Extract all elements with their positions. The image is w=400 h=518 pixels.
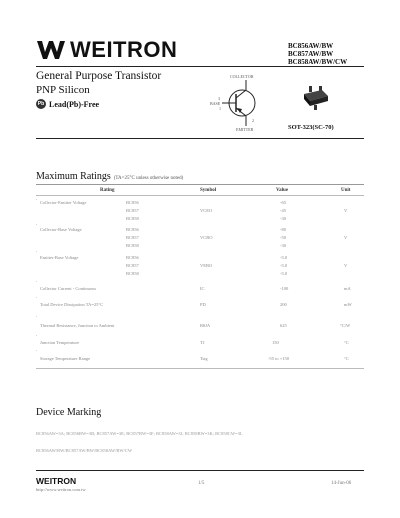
section-rule	[36, 138, 364, 139]
symbol-cell: VEBO	[200, 263, 213, 268]
device-cell: BC856	[126, 255, 139, 260]
max-ratings-heading: Maximum Ratings	[36, 171, 111, 182]
value-cell: 200	[280, 302, 287, 307]
symbol-cell: VCEO	[200, 208, 213, 213]
device-cell: BC857	[126, 263, 139, 268]
rating-cell: Emitter-Base Voltage	[40, 255, 79, 260]
product-subtitle: PNP Silicon	[36, 84, 90, 96]
device-cell: BC856	[126, 227, 139, 232]
value-cell: -5.0	[280, 271, 288, 276]
footer-date: 14-Jun-06	[331, 481, 352, 486]
product-title: General Purpose Transistor	[36, 70, 162, 82]
rating-cell: Storage Temperature Range	[40, 356, 91, 361]
lead-free-label: Lead(Pb)-Free	[49, 99, 100, 109]
value-cell: -50	[280, 235, 286, 240]
symbol-cell: Tstg	[200, 356, 208, 361]
symbol-cell: RθJA	[200, 323, 211, 328]
unit-cell: °C/W	[340, 323, 351, 328]
pin2-label: 2	[252, 118, 254, 123]
base-label: BASE	[210, 101, 221, 106]
symbol-cell: PD	[200, 302, 206, 307]
pb-icon: Pb	[37, 101, 45, 107]
rating-cell: Collector Current - Continuous	[40, 286, 97, 291]
footer-brand: WEITRON	[36, 476, 77, 486]
part-number: BC857AW/BW	[288, 50, 334, 58]
rating-cell: Collector-Emitter Voltage	[40, 200, 87, 205]
unit-cell: mW	[344, 302, 352, 307]
device-cell: BC857	[126, 235, 139, 240]
footer-rule	[36, 470, 364, 471]
symbol-cell: VCBO	[200, 235, 213, 240]
value-cell: -80	[280, 227, 286, 232]
table-top-rule	[36, 184, 364, 185]
brand-name: WEITRON	[70, 37, 178, 62]
rating-cell: Collector-Base Voltage	[40, 227, 82, 232]
device-cell: BC856	[126, 200, 139, 205]
column-header-value: Value	[276, 188, 289, 193]
emitter-label: EMITTER	[236, 127, 254, 132]
unit-cell: V	[344, 208, 348, 213]
device-cell: BC858	[126, 243, 139, 248]
part-number: BC858AW/BW/CW	[288, 58, 348, 66]
device-marking-codes: BC856AW=3A; BC856BW=3B; BC857AW=3E; BC857BW=3F; BC858AW=3J; BC858BW=3K; BC858CW=3L	[36, 431, 243, 436]
part-number: BC856AW/BW	[288, 42, 334, 50]
value-cell: 150	[272, 340, 279, 345]
header-rule	[36, 66, 364, 67]
device-cell: BC858	[126, 216, 139, 221]
value-cell: -5.0	[280, 263, 288, 268]
value-cell: -5.0	[280, 255, 288, 260]
device-marking-title: Device Marking	[36, 407, 102, 418]
unit-cell: °C	[344, 356, 349, 361]
table-bottom-rule	[36, 368, 364, 369]
unit-cell: °C	[344, 340, 349, 345]
unit-cell: V	[344, 263, 348, 268]
column-header-unit: Unit	[341, 188, 351, 193]
part-number-list	[288, 42, 347, 66]
rating-cell: Thermal Resistance, Junction to Ambient	[40, 323, 115, 328]
device-cell: BC857	[126, 208, 139, 213]
pin1-label: 1	[219, 106, 221, 111]
max-ratings-condition: (TA=25°C unless otherwise noted)	[113, 176, 184, 181]
value-cell: -30	[280, 243, 286, 248]
rating-cell: Total Device Dissipation TA=25°C	[40, 302, 104, 307]
column-header-symbol: Symbol	[200, 188, 217, 193]
value-cell: -55 to +150	[268, 356, 290, 361]
max-ratings-title	[36, 171, 183, 182]
column-header-rating: Rating	[100, 188, 115, 193]
unit-cell: mA	[344, 286, 351, 291]
sot323-package-icon	[300, 84, 332, 112]
weitron-logo-icon	[36, 39, 66, 61]
value-cell: -45	[280, 208, 286, 213]
symbol-cell: TJ	[200, 340, 205, 345]
pnp-transistor-symbol-icon	[218, 78, 262, 128]
symbol-cell: IC	[200, 286, 205, 291]
device-marking-parts: BC856AW/BW/BC857AW/BW/BC858AW/BW/CW	[36, 448, 133, 453]
device-cell: BC858	[126, 271, 139, 276]
unit-cell: V	[344, 235, 348, 240]
collector-label: COLLECTOR	[230, 74, 254, 79]
value-cell: -100	[280, 286, 289, 291]
pin3-label: 3	[218, 96, 220, 101]
package-label: SOT-323(SC-70)	[288, 124, 334, 131]
value-cell: 625	[280, 323, 287, 328]
table-header-rule	[36, 195, 364, 196]
lead-free-badge	[36, 99, 99, 109]
value-cell: -30	[280, 216, 286, 221]
brand-logo	[36, 37, 177, 63]
footer-website: http://www.weitron.com.tw	[36, 487, 86, 492]
rating-cell: Junction Temperature	[40, 340, 79, 345]
value-cell: -65	[280, 200, 286, 205]
footer-page-number: 1/5	[198, 481, 205, 486]
